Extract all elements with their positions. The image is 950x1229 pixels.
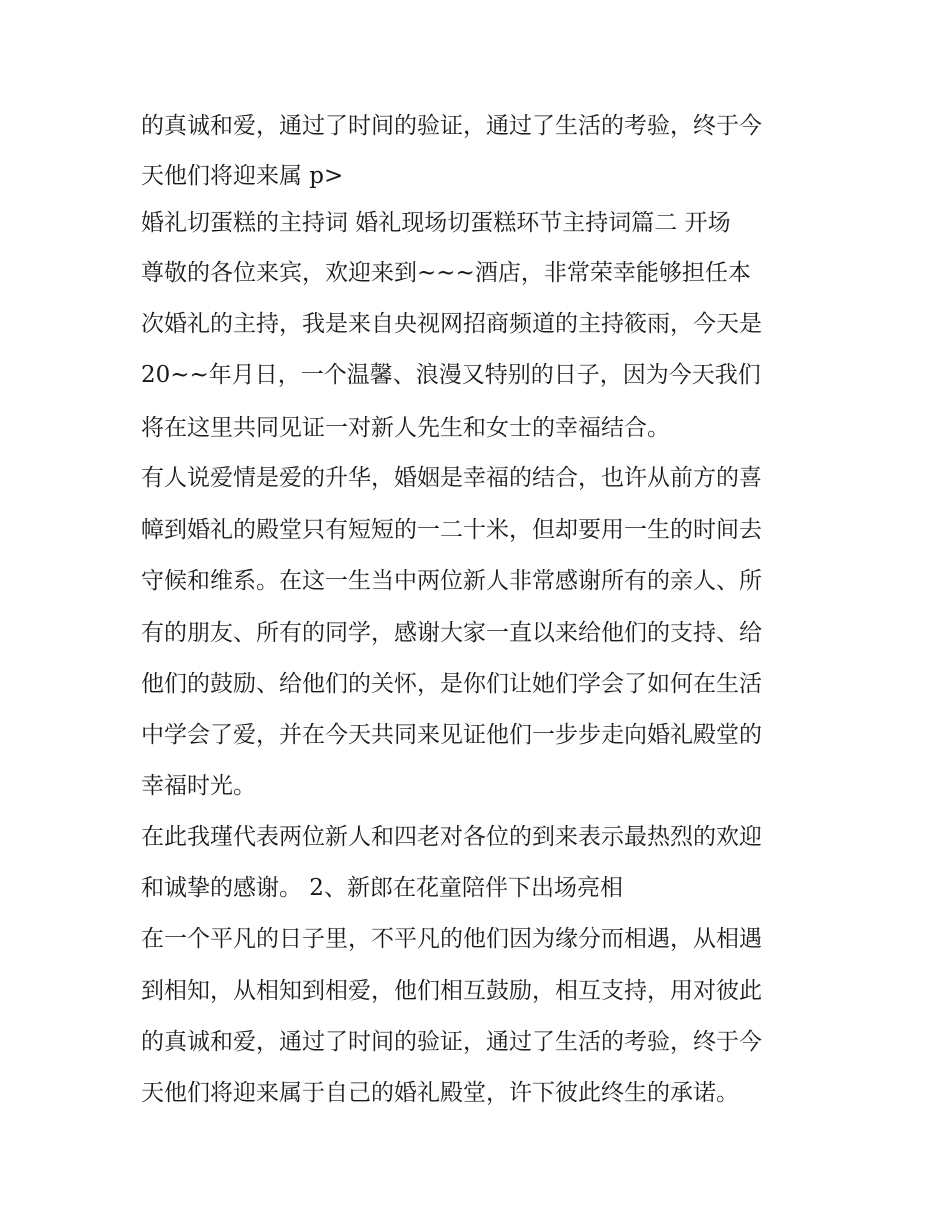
text-line: 幛到婚礼的殿堂只有短短的一二十米，但却要用一生的时间去 (141, 517, 762, 543)
text-line: 的真诚和爱，通过了时间的验证，通过了生活的考验，终于今 (141, 113, 762, 139)
text-line: 婚礼切蛋糕的主持词 婚礼现场切蛋糕环节主持词篇二 开场 (141, 210, 731, 236)
text-line: 在此我瑾代表两位新人和四老对各位的到来表示最热烈的欢迎 (141, 824, 762, 850)
text-line: 尊敬的各位来宾，欢迎来到~~~酒店，非常荣幸能够担任本 (141, 260, 751, 286)
text-line: 将在这里共同见证一对新人先生和女士的幸福结合。 (141, 415, 670, 441)
text-line: 有人说爱情是爱的升华，婚姻是幸福的结合，也许从前方的喜 (141, 465, 762, 491)
text-line: 天他们将迎来属于自己的婚礼殿堂，许下彼此终生的承诺。 (141, 1080, 739, 1106)
text-line: 中学会了爱，并在今天共同来见证他们一步步走向婚礼殿堂的 (141, 722, 762, 748)
text-line: 的真诚和爱，通过了时间的验证，通过了生活的考验，终于今 (141, 1029, 762, 1055)
text-line: 和诚挚的感谢。 2、新郎在花童陪伴下出场亮相 (141, 875, 623, 901)
text-line: 20~~年月日，一个温馨、浪漫又特别的日子，因为今天我们 (141, 362, 761, 388)
text-line: 到相知，从相知到相爱，他们相互鼓励，相互支持，用对彼此 (141, 978, 762, 1004)
text-line: 天他们将迎来属 p> (141, 163, 344, 189)
text-line: 有的朋友、所有的同学，感谢大家一直以来给他们的支持、给 (141, 620, 762, 646)
text-line: 在一个平凡的日子里，不平凡的他们因为缘分而相遇，从相遇 (141, 926, 762, 952)
text-line: 次婚礼的主持，我是来自央视网招商频道的主持筱雨，今天是 (141, 311, 762, 337)
text-line: 他们的鼓励、给他们的关怀，是你们让她们学会了如何在生活 (141, 671, 762, 697)
text-line: 守候和维系。在这一生当中两位新人非常感谢所有的亲人、所 (141, 568, 762, 594)
text-line: 幸福时光。 (141, 773, 256, 799)
